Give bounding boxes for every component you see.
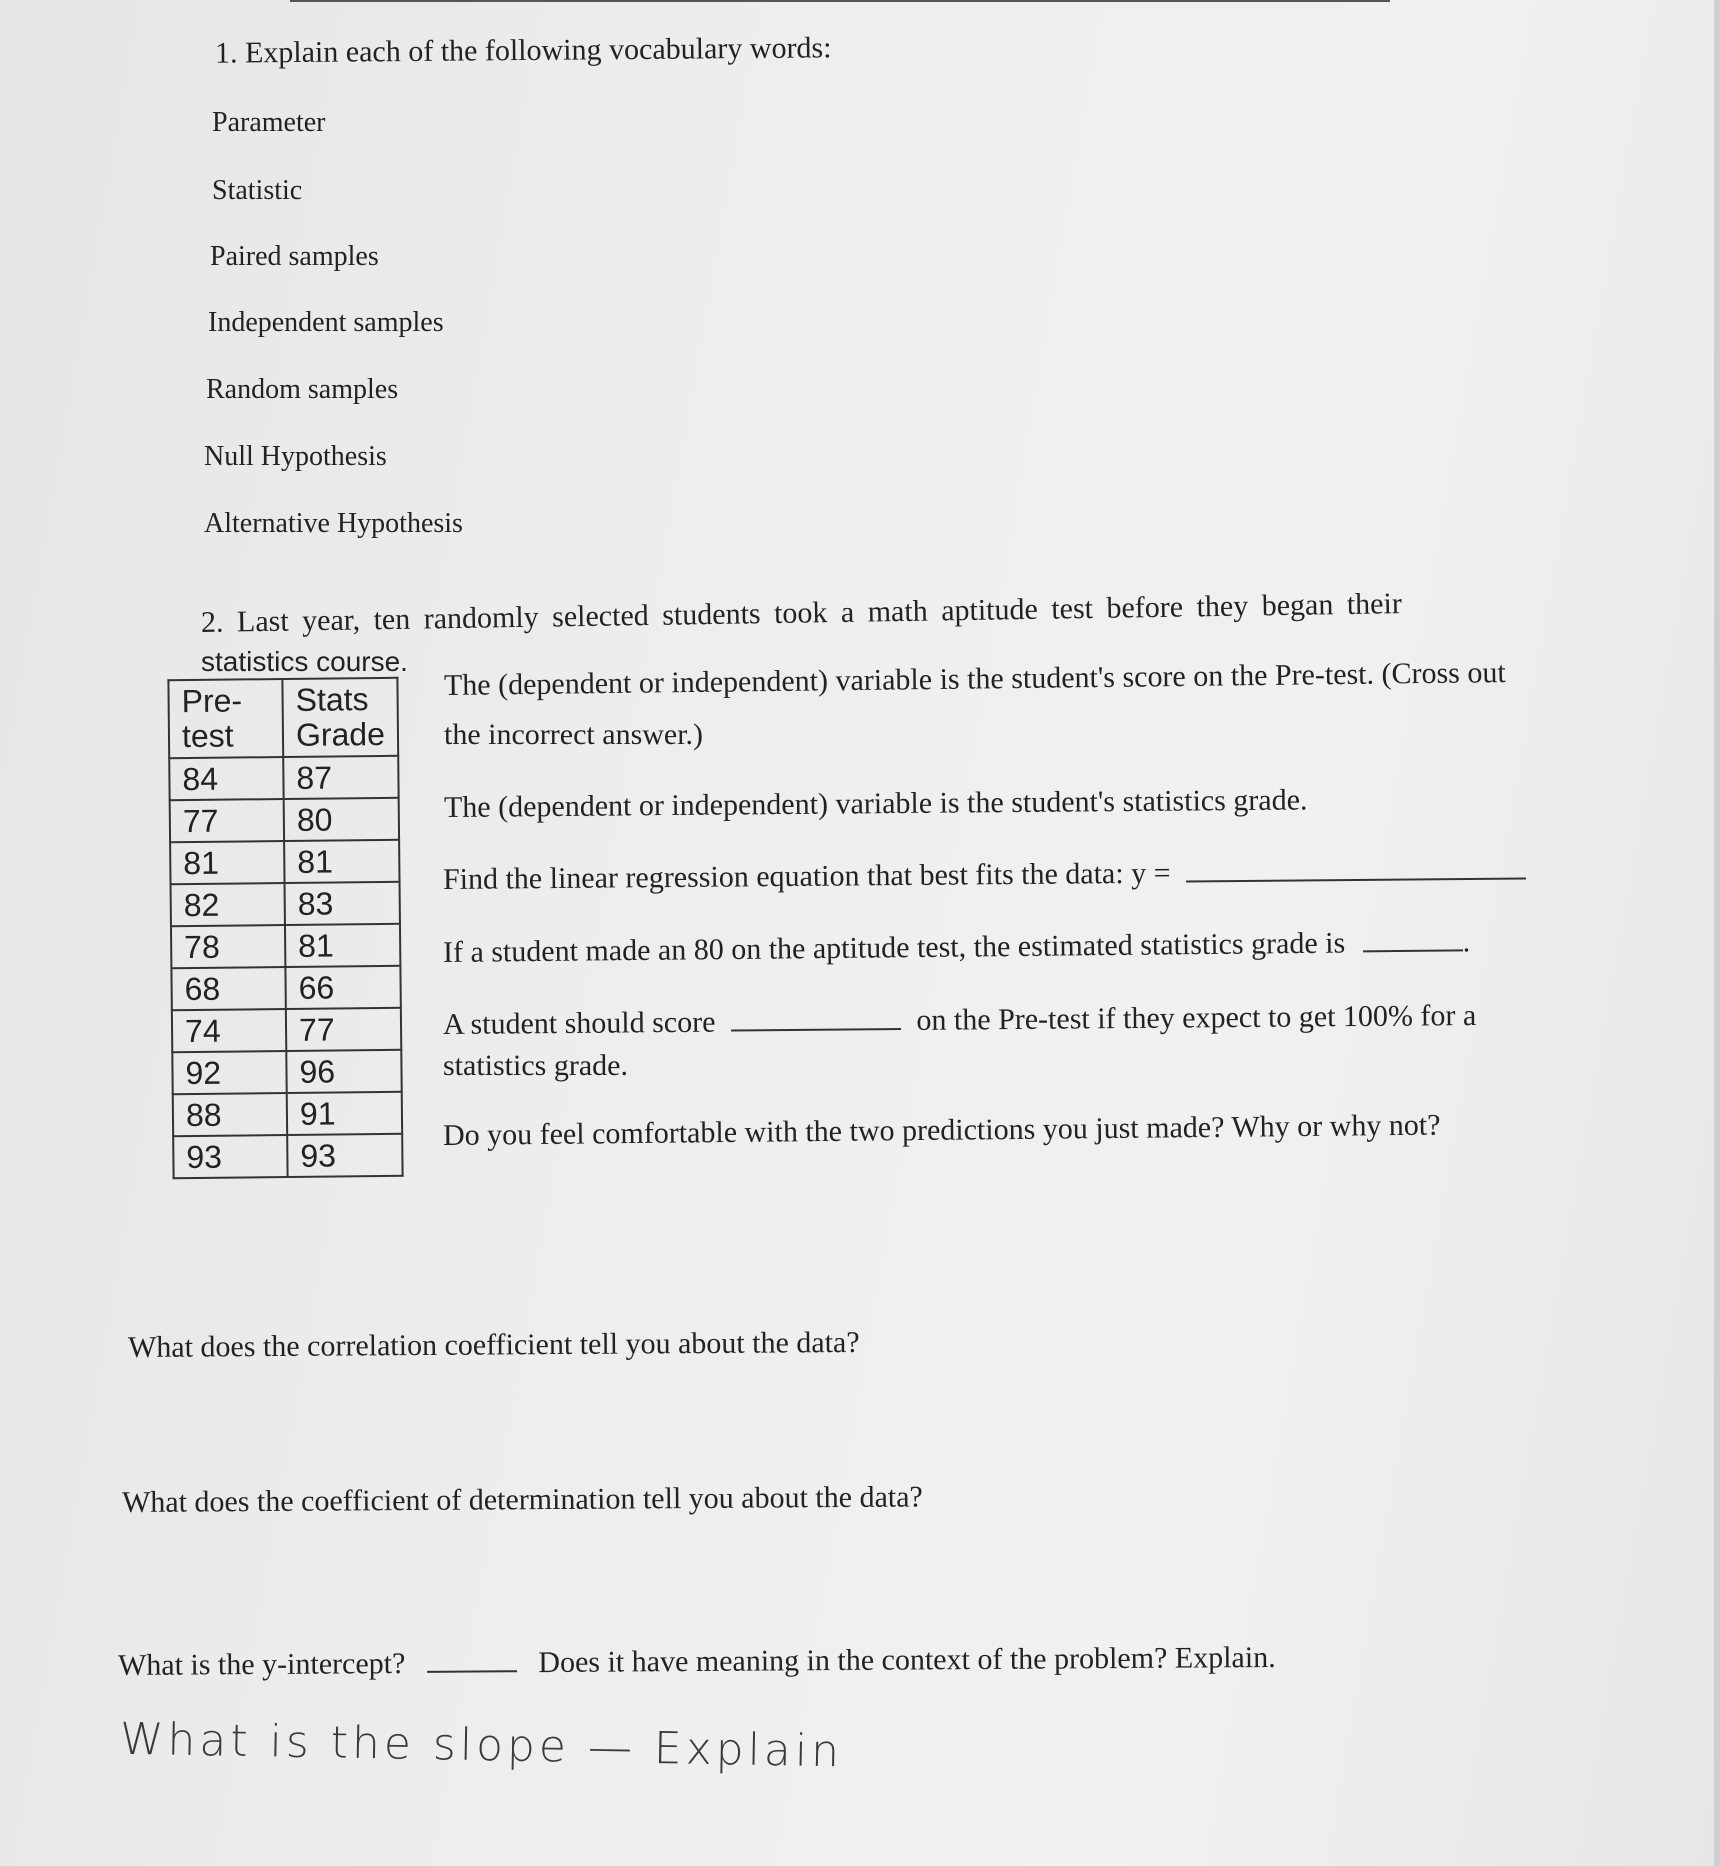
term-paired-samples: Paired samples (210, 241, 379, 272)
determination-question: What does the coefficient of determination tell you about the data? (121, 1480, 923, 1519)
score-label-end: on the Pre-test if they expect to get 100% for a (916, 998, 1477, 1037)
table-row (171, 966, 400, 1010)
table-row (173, 1134, 402, 1178)
regression-answer-blank[interactable] (1186, 878, 1526, 883)
grade-cell: 83 (285, 882, 400, 925)
grade-cell: 96 (286, 1050, 401, 1093)
grade-cell: 87 (283, 756, 398, 799)
question-2-intro-cont: statistics course. (201, 646, 408, 677)
estimate-question (443, 924, 1471, 971)
pretest-cell: 88 (173, 1093, 287, 1136)
pretest-cell: 93 (173, 1135, 287, 1178)
grades-table (167, 677, 403, 1180)
score-question-cont: statistics grade. (443, 1049, 628, 1082)
intercept-question (118, 1640, 1276, 1684)
dependent-variable-pretest: The (dependent or independent) variable is the student's score on the Pre-test. (Cross out (443, 656, 1506, 702)
handwritten-slope-question: What is the slope — Explain (119, 1713, 844, 1778)
dependent-variable-pretest-cont: the incorrect answer.) (444, 718, 704, 751)
estimate-period: . (1462, 925, 1471, 959)
term-independent-samples: Independent samples (208, 307, 444, 338)
header-stats-grade: Stats Grade (282, 678, 398, 758)
term-random-samples: Random samples (206, 374, 399, 405)
question-1-prompt: 1. Explain each of the following vocabulary words: (214, 31, 832, 70)
pretest-cell: 82 (171, 883, 285, 926)
table-row (170, 840, 399, 884)
name-line (290, 0, 1390, 2)
correlation-question: What does the correlation coefficient tell you about the data? (127, 1325, 860, 1364)
grade-cell: 80 (284, 798, 399, 841)
table-row (171, 882, 400, 926)
pretest-cell: 77 (170, 799, 284, 842)
pretest-cell: 81 (170, 841, 284, 884)
estimate-answer-blank[interactable] (1363, 949, 1463, 952)
table-row (172, 1050, 401, 1094)
score-answer-blank[interactable] (731, 1028, 901, 1031)
table-row (173, 1092, 402, 1136)
pretest-cell: 74 (172, 1009, 286, 1052)
grade-cell: 93 (287, 1134, 402, 1177)
intercept-label: What is the y-intercept? (117, 1646, 406, 1682)
table-row (171, 924, 400, 968)
pretest-cell: 78 (171, 925, 285, 968)
grade-cell: 81 (285, 924, 400, 967)
term-statistic: Statistic (212, 175, 303, 206)
pretest-cell: 84 (169, 757, 283, 800)
intercept-answer-blank[interactable] (427, 1670, 517, 1673)
score-question (443, 998, 1477, 1043)
term-parameter: Parameter (212, 107, 326, 138)
question-2-intro: 2. Last year, ten randomly selected students took a math aptitude test before they began their (200, 587, 1403, 639)
header-pretest: Pre- test (168, 679, 283, 759)
table-row (169, 756, 398, 800)
term-null-hypothesis: Null Hypothesis (204, 441, 387, 472)
term-alternative-hypothesis: Alternative Hypothesis (204, 508, 463, 539)
grade-cell: 77 (286, 1008, 401, 1051)
page-edge (1714, 0, 1720, 1866)
pretest-cell: 92 (172, 1051, 286, 1094)
regression-question (443, 853, 1526, 898)
estimate-label: If a student made an 80 on the aptitude test, the estimated statistics grade is (442, 926, 1346, 969)
score-label-start: A student should score (442, 1005, 716, 1041)
grade-cell: 66 (285, 966, 400, 1009)
grade-cell: 81 (284, 840, 399, 883)
regression-label: Find the linear regression equation that best fits the data: y = (442, 856, 1171, 896)
pretest-cell: 68 (171, 967, 285, 1010)
dependent-variable-grade: The (dependent or independent) variable is the student's statistics grade. (443, 783, 1308, 824)
intercept-meaning: Does it have meaning in the context of the problem? Explain. (538, 1640, 1276, 1680)
table-row (172, 1008, 401, 1052)
grade-cell: 91 (287, 1092, 402, 1135)
table-header-row (168, 678, 398, 759)
comfortable-question: Do you feel comfortable with the two predictions you just made? Why or why not? (442, 1108, 1441, 1152)
table-row (170, 798, 399, 842)
